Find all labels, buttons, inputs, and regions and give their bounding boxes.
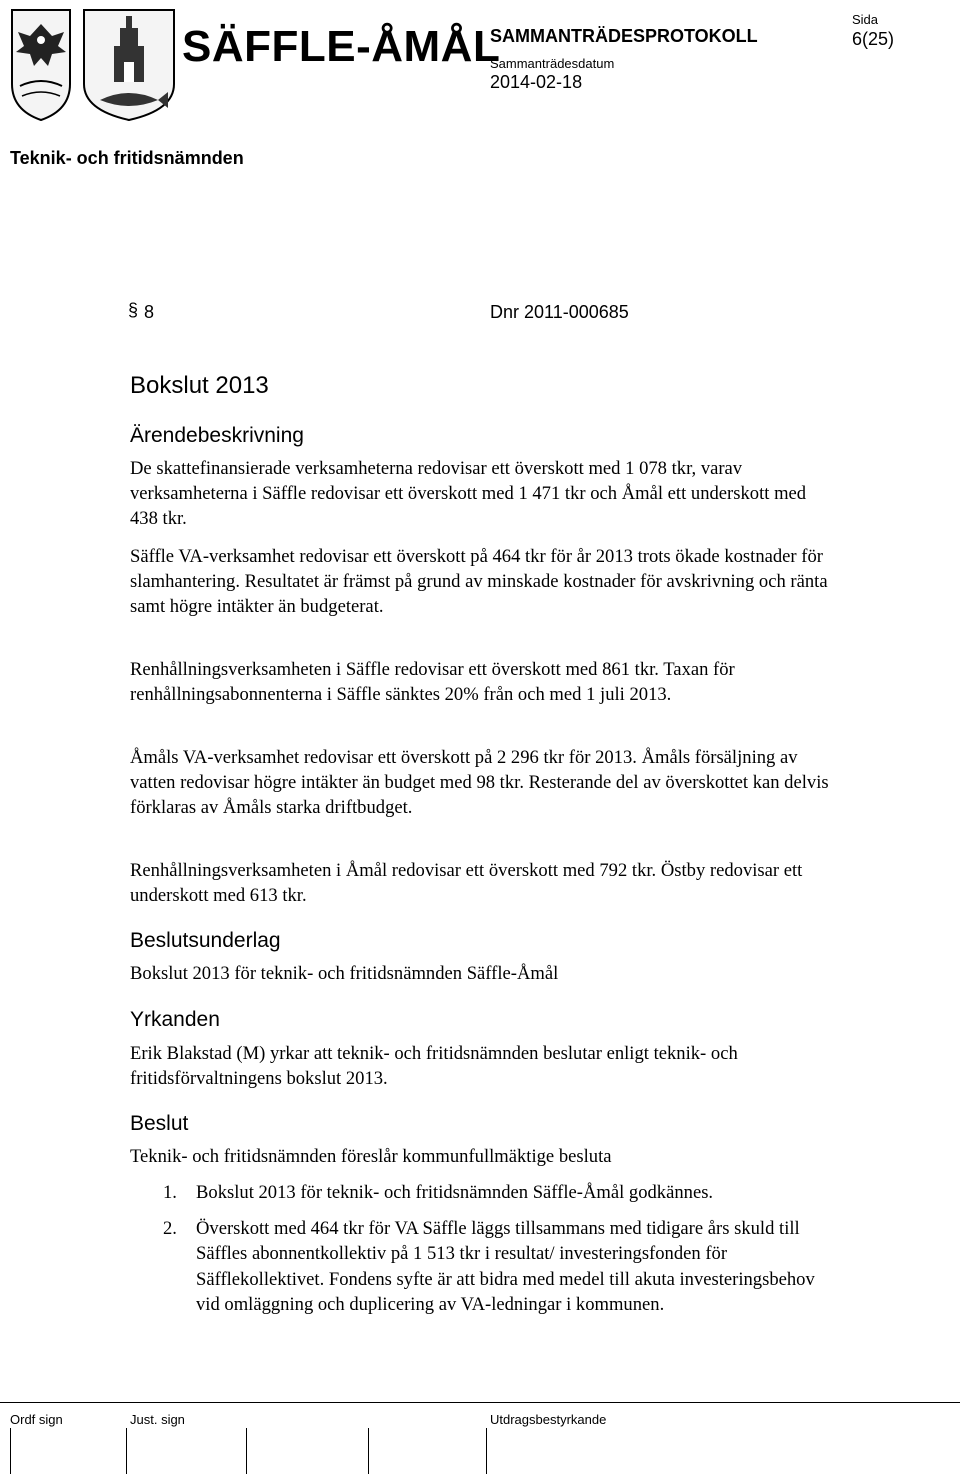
decision-item bbox=[130, 1180, 830, 1205]
paragraph-symbol: § bbox=[128, 300, 139, 320]
committee-name: Teknik- och fritidsnämnden bbox=[10, 148, 244, 168]
decision-list bbox=[130, 1180, 830, 1317]
coat-of-arms-logo bbox=[8, 6, 74, 124]
municipality-name: SÄFFLE-ÅMÅL bbox=[182, 22, 501, 71]
decision-intro: Teknik- och fritidsnämnden föreslår kommunfullmäktige besluta bbox=[130, 1146, 612, 1167]
case-title: Bokslut 2013 bbox=[130, 372, 269, 399]
decision-item-number: 2. bbox=[163, 1218, 177, 1240]
decision-item-number: 1. bbox=[163, 1182, 177, 1203]
description-paragraph: Renhållningsverksamheten i Åmål redovisar ett överskott med 792 tkr. Östby redovisar ett underskott med 613 tkr. bbox=[130, 860, 803, 907]
description-paragraph: Säffle VA-verksamhet redovisar ett överskott på 464 tkr för år 2013 trots ökade kostnader för slamhantering. Resultatet är främst på grund av minskade kostnader för avskrivning och ränta samt högre intäkter än budgeterat. bbox=[130, 546, 828, 618]
case-number: 8 bbox=[144, 302, 155, 322]
motions-heading: Yrkanden bbox=[130, 1008, 220, 1031]
signature-box-divider bbox=[368, 1428, 369, 1474]
decision-heading: Beslut bbox=[130, 1112, 189, 1135]
description-paragraph: De skattefinansierade verksamheterna redovisar ett överskott med 1 078 tkr, varav verksamheterna i Säffle redovisar ett överskott med 1 471 tkr och Åmål ett underskott med 438 tkr. bbox=[130, 458, 807, 530]
adjuster-signature-label: Just. sign bbox=[130, 1412, 185, 1427]
basis-text: Bokslut 2013 för teknik- och fritidsnämnden Säffle-Åmål bbox=[130, 963, 559, 984]
meeting-date-label: Sammanträdesdatum bbox=[490, 56, 615, 71]
page-label: Sida bbox=[852, 12, 879, 27]
registration-number: Dnr 2011-000685 bbox=[490, 302, 629, 322]
signature-box-divider bbox=[126, 1428, 127, 1474]
chair-signature-label: Ordf sign bbox=[10, 1412, 63, 1427]
basis-heading: Beslutsunderlag bbox=[130, 929, 281, 952]
description-paragraph: Åmåls VA-verksamhet redovisar ett överskott på 2 296 tkr för 2013. Åmåls försäljning av vatten redovisar högre intäkter än budget med 98 tkr. Resterande del av överskottet kan delvis förklaras av Åmåls starka driftbudget. bbox=[130, 747, 829, 819]
signature-box-divider bbox=[246, 1428, 247, 1474]
motions-text: Erik Blakstad (M) yrkar att teknik- och fritidsnämnden beslutar enligt teknik- och fritidsförvaltningens bokslut 2013. bbox=[130, 1043, 738, 1090]
description-paragraph: Renhållningsverksamheten i Säffle redovisar ett överskott med 861 tkr. Taxan för renhållningsabonnenterna i Säffle sänktes 20% från och med 1 juli 2013. bbox=[130, 659, 735, 706]
certification-label: Utdragsbestyrkande bbox=[490, 1412, 607, 1427]
protocol-title: SAMMANTRÄDESPROTOKOLL bbox=[490, 26, 758, 46]
footer-divider bbox=[0, 1402, 960, 1403]
signature-box-divider bbox=[10, 1428, 11, 1474]
page-number: 6(25) bbox=[852, 29, 895, 49]
decision-item-text: Bokslut 2013 för teknik- och fritidsnämnden Säffle-Åmål godkännes. bbox=[196, 1182, 714, 1203]
decision-item-text: Överskott med 464 tkr för VA Säffle läggs tillsammans med tidigare års skuld till Säffles abonnentkollektiv på 1 513 tkr i resultat/ investeringsfonden för Säfflekollektivet. Fondens syfte är att bidra med medel till akuta investeringsbehov vid omläggning och duplicering av VA-ledningar i kommunen. bbox=[196, 1218, 815, 1315]
decision-item bbox=[130, 1216, 830, 1317]
signature-box-divider bbox=[486, 1428, 487, 1474]
tower-fish-logo bbox=[80, 6, 178, 124]
description-heading: Ärendebeskrivning bbox=[130, 424, 304, 447]
meeting-date: 2014-02-18 bbox=[490, 72, 583, 92]
